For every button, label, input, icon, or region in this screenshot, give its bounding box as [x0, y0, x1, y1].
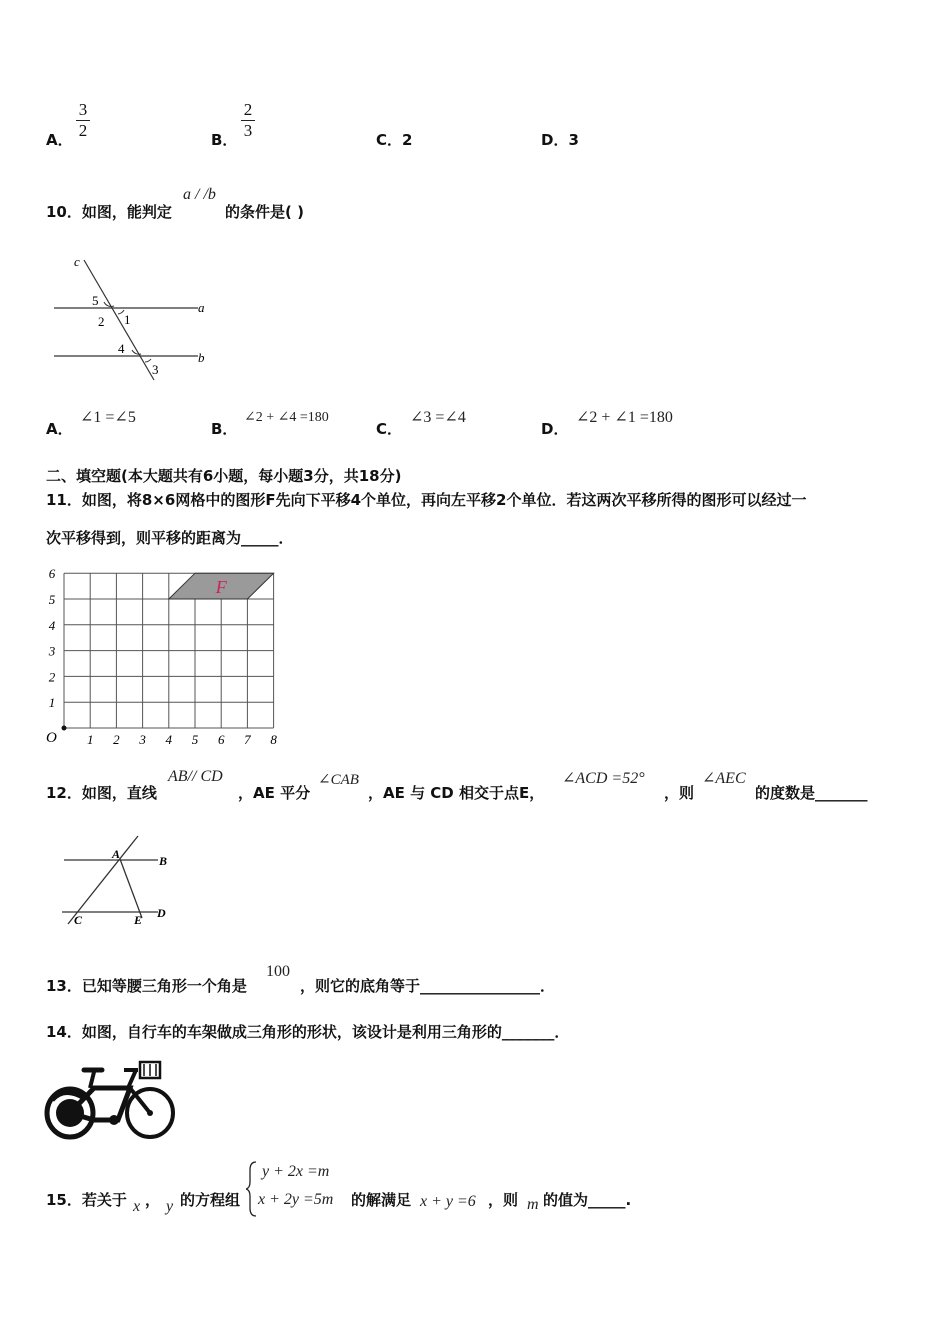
label-B: B [159, 854, 168, 868]
label-b: b [198, 350, 205, 365]
q9-a-numerator: 3 [78, 100, 88, 119]
q9-a-denominator: 2 [78, 121, 88, 140]
q10-option-d-math: ∠2 + ∠1 =180 [576, 409, 673, 426]
q13-prefix: 13．已知等腰三角形一个角是 [46, 977, 247, 995]
q11-text-line1: 11．如图，将8×6网格中的图形F先向下平移4个单位，再向左平移2个单位．若这两次平移所得的图形可以经过一 [46, 491, 807, 509]
rear-rack [52, 1092, 84, 1100]
x-tick-label: 8 [270, 732, 277, 747]
q15-condition: x + y =6 [420, 1193, 476, 1210]
section-heading: 二、填空题(本大题共有6小题，每小题3分，共18分) [46, 467, 402, 485]
q12-suffix: 的度数是_______ [755, 784, 868, 802]
basket-weave [144, 1064, 156, 1076]
q9-option-b-label: B． [211, 131, 238, 149]
q9-b-denominator: 3 [243, 121, 253, 140]
steer-tube [128, 1070, 136, 1088]
q9-option-a-fraction [76, 100, 90, 141]
q12-math-angle-acd: ∠ACD =52° [562, 770, 645, 787]
label-A: A [112, 847, 121, 861]
q12-math-angle-aec: ∠AEC [702, 770, 746, 787]
q12-mid1: ，AE 平分 [238, 784, 311, 802]
line-ae [120, 859, 142, 918]
x-tick-label: 6 [217, 732, 225, 747]
q9-option-d: D．3 [541, 131, 579, 149]
q14-text: 14．如图，自行车的车架做成三角形的形状，该设计是利用三角形的_______． [46, 1023, 570, 1041]
q13-suffix: ，则它的底角等于________________． [300, 977, 556, 995]
q9-option-c: C．2 [376, 131, 413, 149]
q12-triangle-figure [58, 832, 178, 932]
q10-stem-suffix: 的条件是( ) [225, 203, 304, 221]
q15-var-m: m [527, 1196, 539, 1213]
y-axis-ticks [48, 566, 56, 710]
label-E: E [134, 913, 143, 927]
q10-option-b-math: ∠2 + ∠4 =180 [244, 410, 329, 425]
q10-option-c-label: C． [376, 420, 403, 438]
system-brace [246, 1160, 258, 1218]
label-2: 2 [98, 314, 105, 329]
q15-equation-2: x + 2y =5m [258, 1191, 334, 1208]
q10-option-a-math: ∠1 =∠5 [80, 409, 136, 426]
line-c [84, 260, 154, 380]
label-C: C [74, 913, 83, 927]
x-tick-label: 7 [244, 732, 251, 747]
chainring [109, 1115, 119, 1125]
x-tick-label: 1 [86, 732, 94, 747]
q15-comma: ， [145, 1191, 161, 1209]
label-5: 5 [92, 293, 99, 308]
q9-option-b-fraction [241, 100, 255, 141]
q15-prefix: 15．若关于 [46, 1191, 127, 1209]
label-D: D [157, 906, 166, 920]
label-1: 1 [124, 312, 131, 327]
origin-label: O [46, 730, 57, 746]
q12-math-angle-cab: ∠CAB [318, 772, 359, 788]
q15-equation-1: y + 2x =m [262, 1163, 330, 1180]
q9-b-numerator: 2 [243, 100, 253, 119]
q12-prefix: 12．如图，直线 [46, 784, 157, 802]
x-tick-label: 2 [113, 732, 120, 747]
label-3: 3 [152, 362, 159, 377]
y-tick-label: 2 [48, 669, 56, 685]
x-tick-label: 4 [165, 732, 173, 747]
q10-stem-math: a / /b [183, 186, 216, 203]
q10-option-c-math: ∠3 =∠4 [410, 409, 466, 426]
q10-parallel-lines-figure [48, 252, 218, 387]
q10-stem-prefix: 10．如图，能判定 [46, 203, 172, 221]
q12-math-parallel: AB// CD [168, 768, 223, 785]
label-c: c [74, 254, 80, 269]
q15-var-y: y [166, 1198, 174, 1215]
y-tick-label: 5 [48, 592, 56, 607]
x-axis-ticks [87, 732, 277, 747]
label-a: a [198, 300, 205, 315]
q9-option-a-label: A． [46, 131, 73, 149]
q15-mid: 的方程组 [180, 1191, 241, 1209]
label-4: 4 [118, 341, 125, 356]
q15-suffix: 的值为_____. [543, 1191, 632, 1209]
q11-grid-figure [42, 562, 287, 750]
q15-mid2: 的解满足 [351, 1191, 412, 1209]
q11-text-line2: 次平移得到，则平移的距离为_____． [46, 529, 294, 547]
q10-option-b-label: B． [211, 420, 238, 438]
bicycle-image [44, 1058, 180, 1142]
q13-math: 100 [266, 963, 290, 980]
q15-var-x: x [133, 1198, 141, 1215]
x-tick-label: 3 [139, 732, 146, 747]
q10-option-a-label: A． [46, 420, 73, 438]
q10-option-d-label: D． [541, 420, 569, 438]
y-tick-label: 4 [48, 617, 56, 633]
angle-arc [145, 359, 151, 362]
y-tick-label: 1 [48, 695, 56, 711]
q12-mid2: ，AE 与 CD 相交于点E， [368, 784, 545, 802]
q15-mid3: ，则 [488, 1191, 519, 1209]
y-tick-label: 3 [48, 643, 56, 659]
origin-point [62, 726, 67, 731]
y-tick-label: 6 [48, 566, 56, 582]
shape-f-label: F [215, 577, 227, 598]
q12-mid3: ，则 [664, 784, 695, 802]
x-tick-label: 5 [191, 732, 199, 747]
